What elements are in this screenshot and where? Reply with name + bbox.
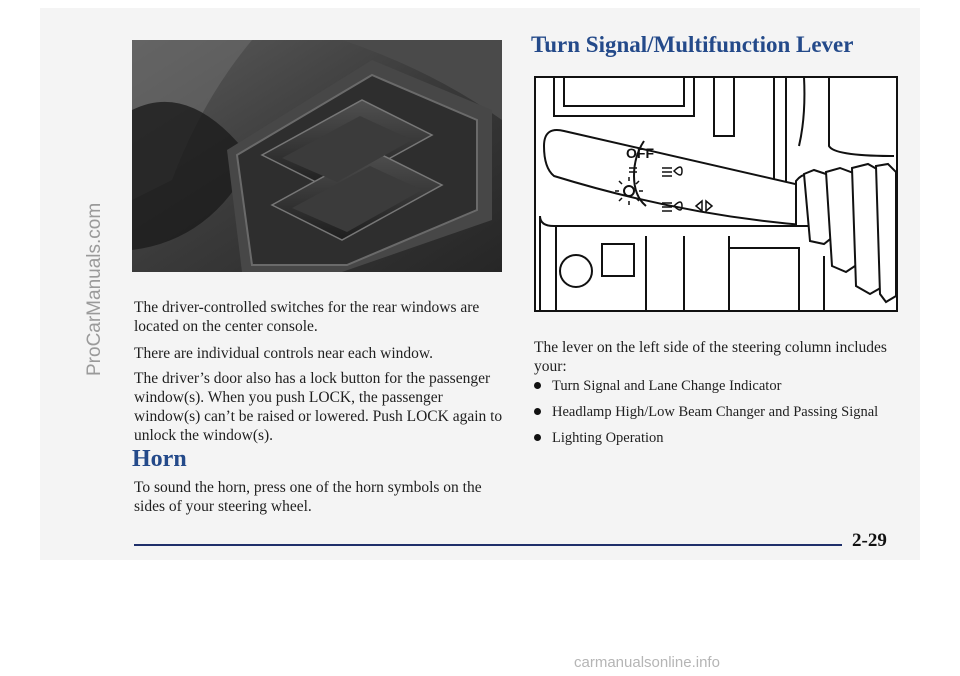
multifunction-lever-illustration — [534, 76, 898, 312]
list-item: Headlamp High/Low Beam Changer and Passing Signal — [534, 402, 914, 428]
horn-heading: Horn — [132, 446, 187, 472]
sidebar-watermark-text: ProCarManuals.com — [84, 202, 105, 376]
rear-window-paragraph: The driver-controlled switches for the rear windows are located on the center console. — [134, 299, 480, 335]
list-item: Lighting Operation — [534, 428, 914, 454]
horn-paragraph: To sound the horn, press one of the horn symbols on the sides of your steering wheel. — [134, 479, 482, 515]
page-number: 2-29 — [852, 530, 887, 551]
turn-signal-heading: Turn Signal/Multifunction Lever — [531, 32, 854, 57]
bullet-icon — [534, 382, 541, 389]
lever-intro-paragraph: The lever on the left side of the steering column includes your: — [534, 339, 887, 375]
lever-feature-list — [534, 376, 914, 454]
off-label: OFF — [626, 145, 654, 161]
bullet-icon — [534, 434, 541, 441]
lock-button-paragraph: The driver’s door also has a lock button for the passenger window(s). When you push LOCK, the passenger window(s) can’t be raised or lowered. Push LOCK again to unlock the window(s). — [134, 370, 503, 444]
footer-rule — [134, 544, 842, 546]
bullet-icon — [534, 408, 541, 415]
list-item: Turn Signal and Lane Change Indicator — [534, 376, 914, 402]
individual-controls-paragraph: There are individual controls near each window. — [134, 345, 433, 362]
footer-watermark: carmanualsonline.info — [574, 654, 720, 671]
window-switch-photo — [132, 40, 502, 272]
